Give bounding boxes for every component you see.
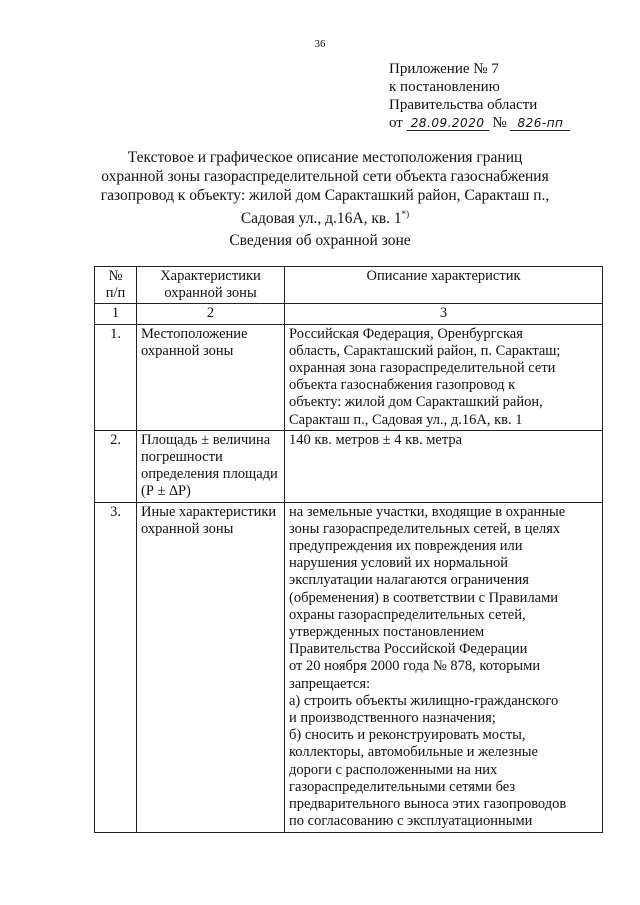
appendix-line-1: Приложение № 7 bbox=[389, 61, 499, 77]
row-desc-line: а) строить объекты жилищно-гражданского bbox=[289, 692, 559, 709]
row-desc-line: зоны газораспределительных сетей, в целях bbox=[289, 520, 561, 537]
header-char-line-2: охранной зоны bbox=[164, 285, 257, 302]
row-desc-line: объекту: жилой дом Саракташкий район, bbox=[289, 394, 543, 411]
row-desc-line: эксплуатации налагаются ограничения bbox=[289, 572, 529, 589]
section-subtitle: Сведения об охранной зоне bbox=[229, 232, 411, 249]
table-row bbox=[95, 430, 603, 502]
row-desc-line: б) сносить и реконструировать мосты, bbox=[289, 727, 526, 744]
appendix-line-2: к постановлению bbox=[389, 79, 500, 95]
row-description bbox=[285, 324, 603, 430]
row-char-line: определения площади bbox=[141, 466, 278, 483]
title-line-2: охранной зоны газораспределительной сети объекта газоснабжения bbox=[101, 168, 549, 185]
row-char-line: погрешности bbox=[141, 449, 223, 466]
title-line-1: Текстовое и графическое описание местоположения границ bbox=[127, 149, 523, 166]
row-desc-line: газораспределительными сетями без bbox=[289, 778, 516, 795]
handwritten-number: 826-пп bbox=[510, 117, 570, 131]
row-desc-line: область, Саракташский район, п. Саракташ; bbox=[289, 342, 561, 359]
handwritten-date: 28.09.2020 bbox=[407, 117, 489, 131]
title-line-4-text: Садовая ул., д.16А, кв. 1 bbox=[240, 210, 402, 228]
table-row bbox=[95, 324, 603, 430]
protection-zone-table bbox=[94, 266, 603, 833]
header-num-line-1: № bbox=[108, 268, 123, 284]
row-number: 3. bbox=[95, 502, 137, 832]
row-desc-line: дороги с расположенными на них bbox=[289, 761, 498, 778]
appendix-line-3: Правительства области bbox=[389, 97, 538, 113]
row-desc-line: от 20 ноября 2000 года № 878, которыми bbox=[289, 658, 541, 675]
header-char-line-1: Характеристики bbox=[160, 268, 261, 284]
row-desc-line: (обременения) в соответствии с Правилами bbox=[289, 589, 559, 606]
appendix-block bbox=[389, 60, 570, 132]
row-desc-line: запрещается: bbox=[289, 675, 371, 692]
row-number: 2. bbox=[95, 430, 137, 502]
row-char-line: охранной зоны bbox=[141, 342, 234, 359]
column-number-2: 2 bbox=[137, 304, 285, 324]
title-line-4 bbox=[90, 205, 560, 228]
column-number-3: 3 bbox=[285, 304, 603, 324]
row-number: 1. bbox=[95, 324, 137, 430]
number-prefix: № bbox=[492, 115, 507, 131]
row-desc-line: Саракташ п., Садовая ул., д.16А, кв. 1 bbox=[289, 411, 523, 428]
date-prefix: от bbox=[389, 115, 403, 131]
row-desc-line: охраны газораспределительных сетей, bbox=[289, 606, 526, 623]
row-desc-line: Правительства Российской Федерации bbox=[289, 641, 528, 658]
row-char-line: Площадь ± величина bbox=[141, 431, 271, 448]
row-desc-line: предупреждения их повреждения или bbox=[289, 538, 523, 555]
row-description bbox=[285, 502, 603, 832]
column-number-row bbox=[95, 304, 603, 324]
row-desc-line: объекта газоснабжения газопровод к bbox=[289, 377, 516, 394]
header-num-line-2: п/п bbox=[105, 285, 126, 302]
row-description bbox=[285, 430, 603, 502]
header-characteristics bbox=[137, 267, 285, 304]
row-characteristic bbox=[137, 430, 285, 502]
row-char-line: Местоположение bbox=[141, 325, 248, 342]
document-title bbox=[90, 148, 560, 228]
header-description: Описание характеристик bbox=[285, 267, 603, 304]
row-characteristic bbox=[137, 324, 285, 430]
page-number: 36 bbox=[314, 38, 326, 50]
title-footnote: *) bbox=[401, 209, 410, 219]
row-desc-line: предварительного выноса этих газопроводов bbox=[289, 796, 567, 813]
table-row bbox=[95, 502, 603, 832]
title-line-3: газопровод к объекту: жилой дом Саракташкий район, Саракташ п., bbox=[100, 187, 550, 204]
table-header-row bbox=[95, 267, 603, 304]
row-desc-line: на земельные участки, входящие в охранные bbox=[289, 503, 566, 520]
row-characteristic bbox=[137, 502, 285, 832]
appendix-date-line bbox=[389, 114, 570, 132]
row-desc-line: охранная зона газораспределительной сети bbox=[289, 360, 556, 377]
row-desc-line: и производственного назначения; bbox=[289, 710, 496, 727]
column-number-1: 1 bbox=[95, 304, 137, 324]
row-char-line: (Р ± ∆Р) bbox=[141, 483, 191, 500]
row-desc-line: Российская Федерация, Оренбургская bbox=[289, 325, 523, 342]
row-desc-line: коллекторы, автомобильные и железные bbox=[289, 744, 538, 761]
row-desc-line: нарушения условий их нормальной bbox=[289, 555, 509, 572]
header-num bbox=[95, 267, 137, 304]
row-desc-line: по согласованию с эксплуатационными bbox=[289, 813, 533, 830]
row-desc-line: 140 кв. метров ± 4 кв. метра bbox=[289, 431, 463, 448]
row-char-line: Иные характеристики bbox=[141, 503, 277, 520]
row-desc-line: утвержденных постановлением bbox=[289, 624, 485, 641]
row-char-line: охранной зоны bbox=[141, 520, 234, 537]
